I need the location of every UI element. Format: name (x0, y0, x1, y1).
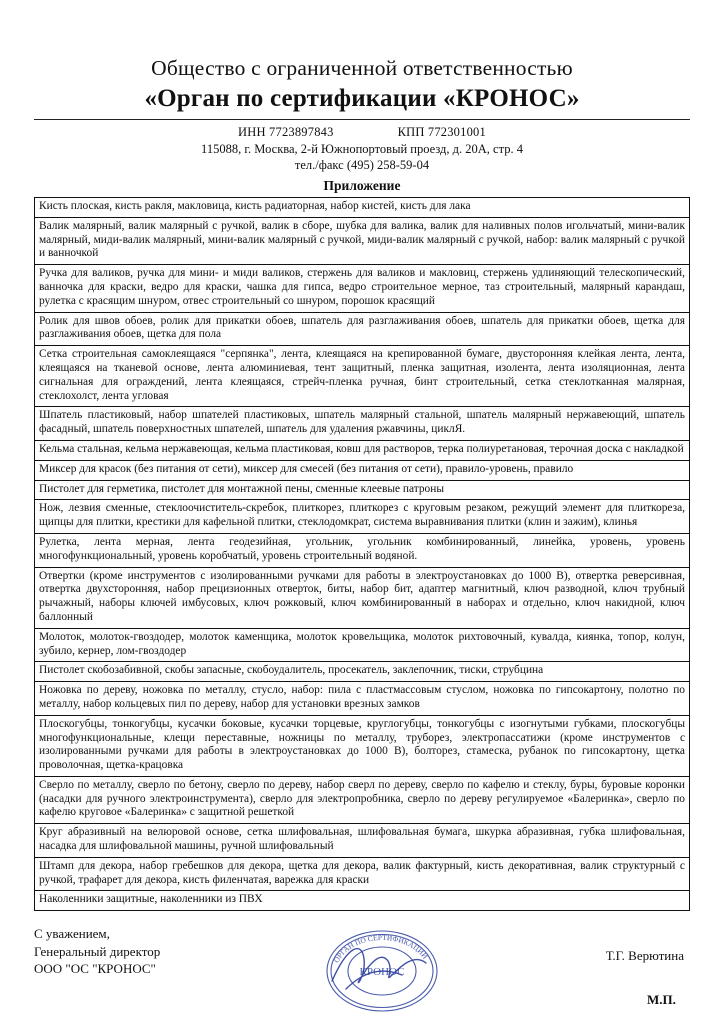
document-footer (34, 925, 690, 1008)
stamp-seal-icon (302, 919, 462, 1019)
tax-ids (34, 125, 690, 140)
item-cell: Круг абразивный на велюровой основе, сетка шлифовальная, шлифовальная бумага, шкурка абразивная, губка шлифовальная, насадка для шлифовальной машины, ручной шлифовальный (35, 824, 690, 858)
item-cell: Ножовка по дереву, ножовка по металлу, стусло, набор: пила с пластмассовым стуслом, ножовка по гипсокартону, полотно по металлу, набор кольцевых пил по дереву, набор для установки врезных замков (35, 682, 690, 716)
table-row (35, 312, 690, 346)
table-row (35, 500, 690, 534)
item-cell: Сверло по металлу, сверло по бетону, сверло по дереву, набор сверл по дереву, сверло по кафелю и стеклу, буры, буровые коронки (насадки для ручного электроинструмента), сверло для электропробника, сверло по дереву регулируемое «Балеринка», сверло по кафелю круговое «Балеринка» с защитной решеткой (35, 776, 690, 823)
page-title: Приложение (323, 178, 401, 193)
item-cell: Ролик для швов обоев, ролик для прикатки обоев, шпатель для разглаживания обоев, шпатель для прикатки обоев, щетка для разглаживания обоев, щетка для пола (35, 312, 690, 346)
table-row (35, 533, 690, 567)
svg-text:ОРГАН ПО СЕРТИФИКАЦИИ: ОРГАН ПО СЕРТИФИКАЦИИ (331, 933, 430, 965)
item-cell: Шпатель пластиковый, набор шпателей пластиковых, шпатель малярный стальной, шпатель малярный нержавеющий, шпатель фасадный, шпатель поверхностных шпателей, шпатель для удаления ржавчины, циклЯ. (35, 407, 690, 441)
organization-type: Общество с ограниченной ответственностью (151, 56, 573, 80)
table-row (35, 265, 690, 312)
signature-block (34, 925, 160, 978)
table-row (35, 824, 690, 858)
table-row (35, 407, 690, 441)
item-cell: Кельма стальная, кельма нержавеющая, кельма пластиковая, ковш для растворов, терка полиуретановая, терочная доска с накладкой (35, 440, 690, 460)
item-cell: Нож, лезвия сменные, стеклоочиститель-скребок, плиткорез, плиткорез с круговым резаком, режущий элемент для плиткореза, щипцы для плитки, крестики для кафельной плитки, стеклодомкрат, система выравнивания плитки (клин и зажим), клинья (35, 500, 690, 534)
item-cell: Ручка для валиков, ручка для мини- и миди валиков, стержень для валиков и макловиц, стержень удлиняющий телескопический, ванночка для краски, ведро для краски, чашка для гипса, ведро строительное мерное, таз строительный, малярный карандаш, рулетка с красящим шнуром, отвес строительный со шнуром, порошок красящий (35, 265, 690, 312)
item-cell: Пистолет скобозабивной, скобы запасные, скобоудалитель, просекатель, заклепочник, тиски, струбцина (35, 662, 690, 682)
signer-position: Генеральный директор (34, 943, 161, 959)
document-header (34, 56, 690, 173)
table-row (35, 662, 690, 682)
items-table (34, 197, 690, 911)
table-row (35, 460, 690, 480)
table-row (35, 346, 690, 407)
item-cell: Пистолет для герметика, пистолет для монтажной пены, сменные клеевые патроны (35, 480, 690, 500)
signer-company: ООО "ОС "КРОНОС" (34, 961, 156, 977)
table-row (35, 891, 690, 911)
table-row (35, 217, 690, 264)
item-cell: Сетка строительная самоклеящаяся "серпянка", лента, клеящаяся на крепированной бумаге, двусторонняя клейкая лента, лента, клеящаяся на тканевой основе, лента алюминиевая, тент защитный, пленка защитная, изолента, лента изоляционная, лента сигнальная для ограждений, лента клеящаяся, стрейч-пленка ручная, бинт строительный, сетка стеклотканная малярная, стеклохолст, лента угловая (35, 346, 690, 407)
company-phone: тел./факс (495) 258-59-04 (294, 158, 430, 172)
header-divider (34, 119, 690, 120)
table-row (35, 628, 690, 662)
table-row (35, 682, 690, 716)
item-cell: Валик малярный, валик малярный с ручкой, валик в сборе, шубка для валика, валик для наливных полов игольчатый, мини-валик малярный, миди-валик малярный, мини-валик малярный с ручкой, миди-валик малярный с ручкой, набор: валик малярный с ручкой и ванночкой (35, 217, 690, 264)
organization-name: «Орган по сертификации «КРОНОС» (144, 85, 580, 112)
item-cell: Штамп для декора, набор гребешков для декора, щетка для декора, валик фактурный, кисть декоративная, валик структурный с ручкой, трафарет для декора, кисть филенчатая, варежка для краски (35, 857, 690, 891)
table-row (35, 857, 690, 891)
table-row (35, 715, 690, 776)
inn-value: ИНН 7723897843 (238, 125, 334, 139)
item-cell: Молоток, молоток-гвоздодер, молоток каменщика, молоток кровельщика, молоток рихтовочный, кувалда, киянка, топор, колун, зубило, кернер, лом-гвоздодер (35, 628, 690, 662)
company-address: 115088, г. Москва, 2-й Южнопортовый проезд, д. 20А, стр. 4 (201, 142, 523, 156)
svg-text:КРОНОС: КРОНОС (359, 966, 405, 979)
item-cell: Плоскогубцы, тонкогубцы, кусачки боковые, кусачки торцевые, круглогубцы, тонкогубцы с изогнутыми губками, плоскогубцы многофункциональные, клещи переставные, ножницы по металлу, труборез, электропассатижи (кроме инструментов с изолированными ручками для работы в электроустановках до 1000 В), болторез, стамеска, рубанок по гипсокартону, щетка проволочная, щетка-крацовка (35, 715, 690, 776)
item-cell: Кисть плоская, кисть ракля, макловица, кисть радиаторная, набор кистей, кисть для лака (35, 198, 690, 218)
table-row (35, 480, 690, 500)
mp-label: М.П. (647, 992, 676, 1008)
table-row (35, 567, 690, 628)
item-cell: Рулетка, лента мерная, лента геодезийная, угольник, угольник комбинированный, линейка, уровень, уровень многофункциональный, уровень коробчатый, уровень строительный водяной. (35, 533, 690, 567)
item-cell: Наколенники защитные, наколенники из ПВХ (35, 891, 690, 911)
table-row (35, 198, 690, 218)
table-row (35, 776, 690, 823)
item-cell: Миксер для красок (без питания от сети), миксер для смесей (без питания от сети), правило-уровень, правило (35, 460, 690, 480)
table-row (35, 440, 690, 460)
regards-line: С уважением, (34, 926, 110, 942)
kpp-value: КПП 772301001 (397, 125, 486, 139)
item-cell: Отвертки (кроме инструментов с изолированными ручками для работы в электроустановках до 1000 В), отвертка реверсивная, отвертка двухсторонняя, набор прецизионных отверток, биты, набор бит, адаптер магнитный, ключ разводной, ключ трубный рычажный, наборы ключей имбусовых, ключ рожковый, ключ комбинированный в наборах и отдельно, ключ накидной, ключ баллонный (35, 567, 690, 628)
signer-name: Т.Г. Верютина (605, 948, 684, 964)
